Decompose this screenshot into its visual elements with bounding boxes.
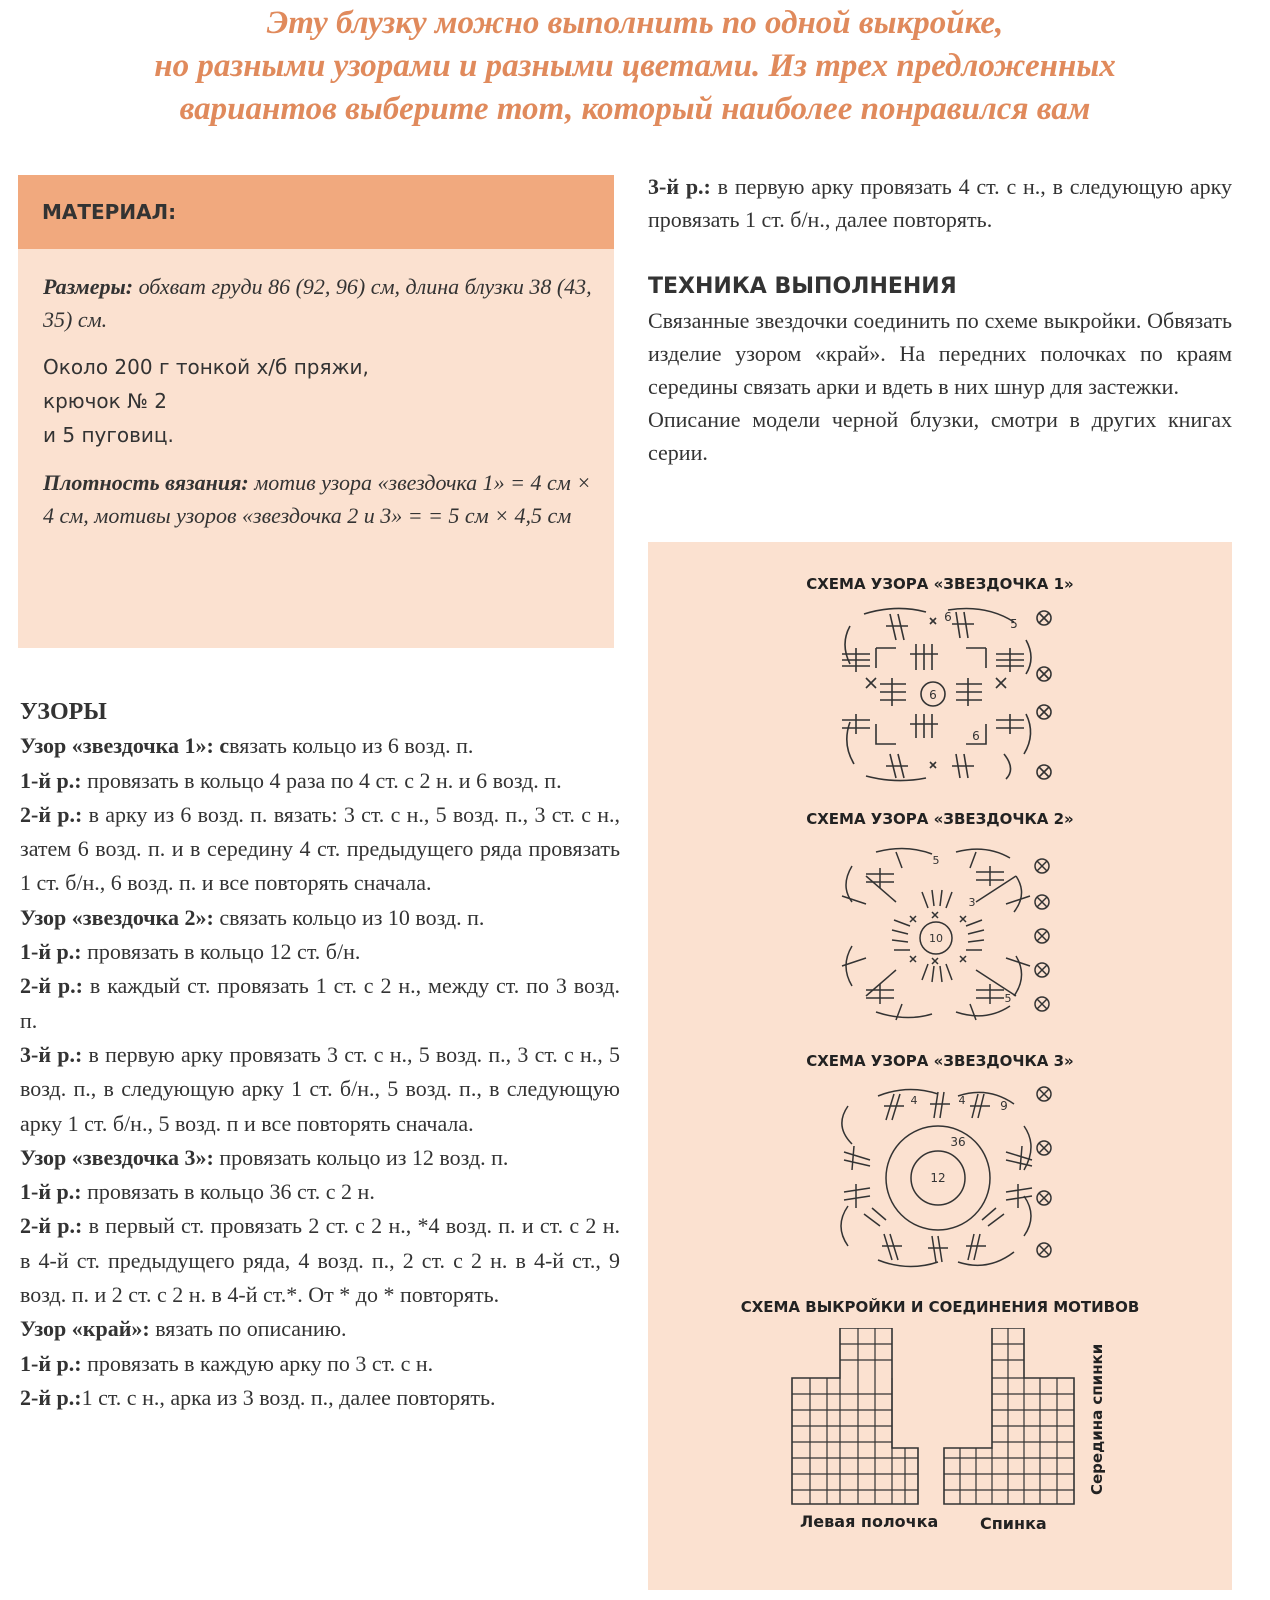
sizes-text: обхват груди 86 (92, 96) см, длина блузки 38 (43, 35) см. (43, 274, 592, 332)
star2-title: СХЕМА УЗОРА «ЗВЕЗДОЧКА 2» (806, 810, 1074, 828)
technique-text: Связанные звездочки соединить по схеме выкройки. Обвязать изделие узором «край». На передних полочках по краям середины связать арки и вдеть в них шнур для застежки. (648, 308, 1232, 399)
pattern-label: 2-й р.: (20, 1384, 82, 1410)
star3-label: 9 (1000, 1099, 1008, 1113)
pattern-text: в первую арку провязать 3 ст. с н., 5 возд. п., 3 ст. с н., 5 возд. п., в следующую арку 1 ст. б/н., 5 возд. п., в следующую арку 1 ст. б/н., 5 возд. п и все повторять сначала. (20, 1041, 620, 1136)
pattern-paragraph (20, 1347, 620, 1381)
pattern-text: вязать кольцо из 6 возд. п. (229, 733, 474, 759)
pattern-label: Узор «звездочка 2»: (20, 904, 214, 930)
pattern-paragraph (20, 1038, 620, 1141)
star3-label: 12 (930, 1171, 946, 1185)
gauge-label: Плотность вязания: (43, 470, 249, 495)
pattern-label: 1-й р.: (20, 767, 82, 793)
gauge (43, 466, 603, 532)
headline-line-2: но разными узорами и разными цветами. Из трех предложенных (154, 48, 1116, 84)
star1-label: 5 (1010, 617, 1018, 631)
pattern-text: 1 ст. с н., арка из 3 возд. п., далее повторять. (81, 1384, 496, 1410)
pattern-paragraph (20, 1209, 620, 1312)
garment-pattern-diagram (788, 1328, 1168, 1524)
pattern-paragraph (20, 1175, 620, 1209)
diagram-panel (648, 542, 1232, 1590)
star2-label: 5 (1004, 992, 1012, 1005)
left-front-label: Левая полочка (800, 1512, 939, 1531)
star2-label: 10 (929, 932, 943, 945)
pattern-label: Узор «звездочка 3»: (20, 1144, 214, 1170)
star1-diagram (836, 604, 1056, 784)
pattern-text: вязать по описанию. (149, 1316, 347, 1342)
pattern-label: 1-й р.: (20, 1179, 82, 1205)
pattern-text: провязать в кольцо 36 ст. с 2 н. (81, 1179, 375, 1205)
pattern-text: в арку из 6 возд. п. вязать: 3 ст. с н., 5 возд. п., 3 ст. с н., затем 6 возд. п. и в середину 4 ст. предыдущего ряда провязать 1 ст. б/н., 6 возд. п. и все повторять сначала. (20, 801, 620, 896)
right-column (648, 170, 1232, 469)
pattern-paragraph (20, 729, 620, 763)
material-body (43, 270, 603, 532)
star2-label: 5 (932, 854, 940, 867)
row3-paragraph (648, 170, 1232, 236)
pattern-label: 2-й р.: (20, 973, 83, 999)
yarn-info (43, 350, 603, 452)
pattern-text: в первый ст. провязать 2 ст. с 2 н., *4 возд. п. и ст. с 2 н. в 4-й ст. предыдущего ряда, 4 возд. п., 2 ст. с 2 н. в 4-й ст., 9 возд. п. и 2 ст. с 2 н. в 4-й ст.*. От * до * повторять. (20, 1213, 620, 1308)
pattern-paragraph (20, 935, 620, 969)
star2-label: 3 (968, 896, 976, 909)
star3-label: 36 (950, 1135, 966, 1149)
pattern-text: провязать в каждую арку по 3 ст. с н. (81, 1350, 434, 1376)
patterns-title: УЗОРЫ (20, 699, 107, 725)
pattern-label: 3-й р.: (20, 1041, 83, 1067)
star1-title: СХЕМА УЗОРА «ЗВЕЗДОЧКА 1» (806, 575, 1074, 593)
pattern-paragraph (20, 764, 620, 798)
note-text: Описание модели черной блузки, смотри в других книгах серии. (648, 407, 1232, 465)
left-front-outline (792, 1328, 918, 1504)
headline-line-1: Эту блузку можно выполнить по одной выкройке, (266, 5, 1004, 41)
row3-label: 3-й р.: (648, 174, 711, 199)
star1-label: 6 (929, 688, 937, 702)
pattern-paragraph (20, 1141, 620, 1175)
pattern-label: 1-й р.: (20, 939, 82, 965)
headline (60, 2, 1210, 131)
patterns-section (20, 695, 620, 1415)
pattern-text: провязать в кольцо 4 раза по 4 ст. с 2 н. и 6 возд. п. (81, 767, 562, 793)
back-label: Спинка (980, 1514, 1047, 1533)
pattern-label: Узор «звездочка 1»: с (20, 733, 230, 759)
star2-diagram (836, 846, 1056, 1026)
pattern-paragraph (20, 798, 620, 901)
pattern-text: связать кольцо из 10 возд. п. (213, 904, 485, 930)
star3-title: СХЕМА УЗОРА «ЗВЕЗДОЧКА 3» (806, 1052, 1074, 1070)
yarn-line: Около 200 г тонкой х/б пряжи, (43, 355, 369, 379)
technique-title: ТЕХНИКА ВЫПОЛНЕНИЯ (648, 274, 957, 299)
pattern-label: Узор «край»: (20, 1316, 150, 1342)
star3-label: 4 (958, 1094, 966, 1107)
headline-line-3: вариантов выберите тот, который наиболее понравился вам (179, 91, 1091, 127)
pattern-paragraph (20, 901, 620, 935)
yarn-line: и 5 пуговиц. (43, 423, 174, 447)
pattern-paragraph (20, 969, 620, 1038)
sizes-label: Размеры: (43, 274, 134, 299)
star1-label: 6 (972, 729, 980, 743)
pattern-text: в каждый ст. провязать 1 ст. с 2 н., между ст. по 3 возд. п. (20, 973, 620, 1033)
row3-text: в первую арку провязать 4 ст. с н., в следующую арку провязать 1 ст. б/н., далее повторять. (648, 174, 1232, 232)
pattern-label: 1-й р.: (20, 1350, 82, 1376)
star3-diagram (828, 1086, 1058, 1272)
center-back-label: Середина спинки (1088, 1343, 1106, 1495)
sizes (43, 270, 603, 336)
back-outline (944, 1328, 1074, 1504)
pattern-paragraph (20, 1312, 620, 1346)
pattern-text: провязать кольцо из 12 возд. п. (213, 1144, 509, 1170)
yarn-line: крючок № 2 (43, 389, 167, 413)
star1-label: 6 (944, 610, 952, 624)
pattern-paragraph (20, 1381, 620, 1415)
pattern-label: 2-й р.: (20, 1213, 83, 1239)
material-header: МАТЕРИАЛ: (18, 175, 614, 249)
gauge-text: мотив узора «звездочка 1» = 4 см × 4 см, мотивы узоров «звездочка 2 и 3» = = 5 см × 4,5 см (43, 470, 592, 528)
material-box (18, 175, 614, 648)
pattern-label: 2-й р.: (20, 801, 83, 827)
pattern-title: СХЕМА ВЫКРОЙКИ И СОЕДИНЕНИЯ МОТИВОВ (740, 1298, 1140, 1316)
star3-label: 4 (910, 1094, 918, 1107)
pattern-text: провязать в кольцо 12 ст. б/н. (81, 939, 361, 965)
